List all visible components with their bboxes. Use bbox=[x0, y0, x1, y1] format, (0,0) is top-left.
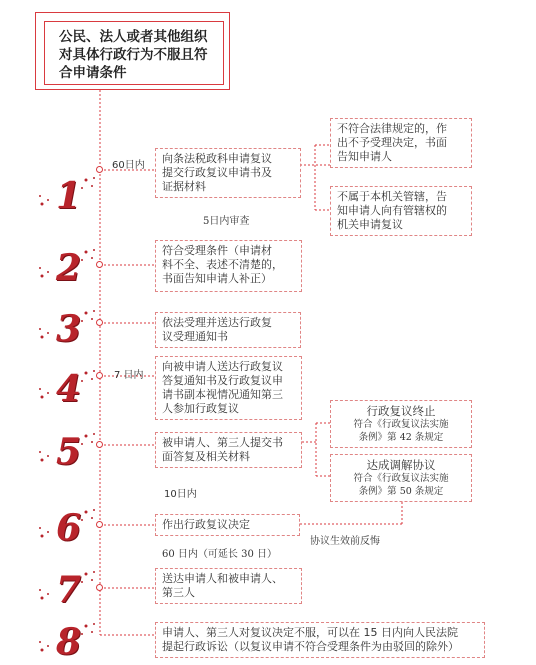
step-box-6 bbox=[155, 514, 300, 536]
step-line: 申请人、第三人对复议决定不服，可以在 15 日内向人民法院 bbox=[162, 626, 458, 639]
step-line: 请书副本视情况通知第三 bbox=[162, 388, 283, 401]
step-box-2 bbox=[155, 240, 302, 292]
start-line: 对具体行政行为不服且符 bbox=[59, 47, 208, 63]
branch-title: 达成调解协议 bbox=[366, 458, 436, 472]
step-line: 料不全、表述不清楚的， bbox=[162, 258, 283, 271]
branch-line: 不属于本机关管辖，告 bbox=[337, 190, 447, 203]
step-line: 面答复及相关材料 bbox=[162, 450, 250, 463]
step-line: 向被申请人送达行政复议 bbox=[162, 360, 283, 373]
step-line: 证据材料 bbox=[162, 180, 206, 193]
step-line: 送达申请人和被申请人、 bbox=[162, 572, 283, 585]
branch-reject-box bbox=[330, 118, 472, 168]
note-60-days-extendable: 60 日内（可延长 30 日） bbox=[162, 549, 277, 560]
step-number: 3 bbox=[56, 308, 82, 350]
step-number: 8 bbox=[56, 621, 82, 663]
step-number: 6 bbox=[56, 507, 82, 549]
note-10-days: 10日内 bbox=[164, 489, 197, 500]
branch-terminate-box bbox=[330, 400, 472, 448]
step-line: 提交行政复议申请书及 bbox=[162, 166, 272, 179]
step-number: 5 bbox=[56, 431, 82, 473]
branch-mediation-box bbox=[330, 454, 472, 502]
start-line: 公民、法人或者其他组织 bbox=[59, 29, 208, 45]
step-line: 作出行政复议决定 bbox=[162, 518, 250, 531]
step-box-3 bbox=[155, 312, 301, 348]
branch-line: 条例》第 50 条规定 bbox=[358, 486, 444, 497]
note-agreement-retraction: 协议生效前反悔 bbox=[310, 536, 380, 547]
step-number: 2 bbox=[56, 247, 82, 289]
branch-line: 条例》第 42 条规定 bbox=[358, 432, 444, 443]
branch-transfer-box bbox=[330, 186, 472, 236]
step-line: 答复通知书及行政复议申 bbox=[162, 374, 283, 387]
note-5-day-review: 5日内审查 bbox=[203, 216, 250, 227]
branch-line: 符合《行政复议法实施 bbox=[353, 473, 449, 484]
step-box-7 bbox=[155, 568, 302, 604]
branch-line: 符合《行政复议法实施 bbox=[353, 419, 449, 430]
step-line: 提起行政诉讼（以复议申请不符合受理条件为由驳回的除外） bbox=[162, 640, 459, 653]
timeline-dot bbox=[96, 166, 103, 173]
start-box bbox=[44, 21, 224, 85]
step-box-5 bbox=[155, 432, 302, 468]
step-number: 1 bbox=[56, 175, 82, 217]
step-line: 向条法税政科申请复议 bbox=[162, 152, 272, 165]
start-line: 合申请条件 bbox=[59, 65, 127, 81]
branch-line: 出不予受理决定，书面 bbox=[337, 136, 447, 149]
branch-line: 不符合法律规定的，作 bbox=[337, 122, 447, 135]
step-box-4 bbox=[155, 356, 302, 420]
step-box-8 bbox=[155, 622, 485, 658]
note-7-days: 7 日内 bbox=[114, 370, 144, 381]
step-line: 符合受理条件（申请材 bbox=[162, 244, 272, 257]
step-line: 人参加行政复议 bbox=[162, 402, 239, 415]
step-line: 议受理通知书 bbox=[162, 330, 228, 343]
step-line: 书面告知申请人补正） bbox=[162, 272, 272, 285]
branch-title: 行政复议终止 bbox=[366, 404, 436, 418]
branch-line: 知申请人向有管辖权的 bbox=[337, 204, 447, 217]
branch-line: 告知申请人 bbox=[337, 150, 392, 163]
branch-line: 机关申请复议 bbox=[337, 218, 403, 231]
step-number: 4 bbox=[56, 368, 82, 410]
step-number: 7 bbox=[56, 569, 82, 611]
note-60-days: 60日内 bbox=[112, 160, 145, 171]
step-line: 第三人 bbox=[162, 586, 195, 599]
step-line: 被申请人、第三人提交书 bbox=[162, 436, 283, 449]
step-line: 依法受理并送达行政复 bbox=[162, 316, 272, 329]
step-box-1 bbox=[155, 148, 301, 198]
